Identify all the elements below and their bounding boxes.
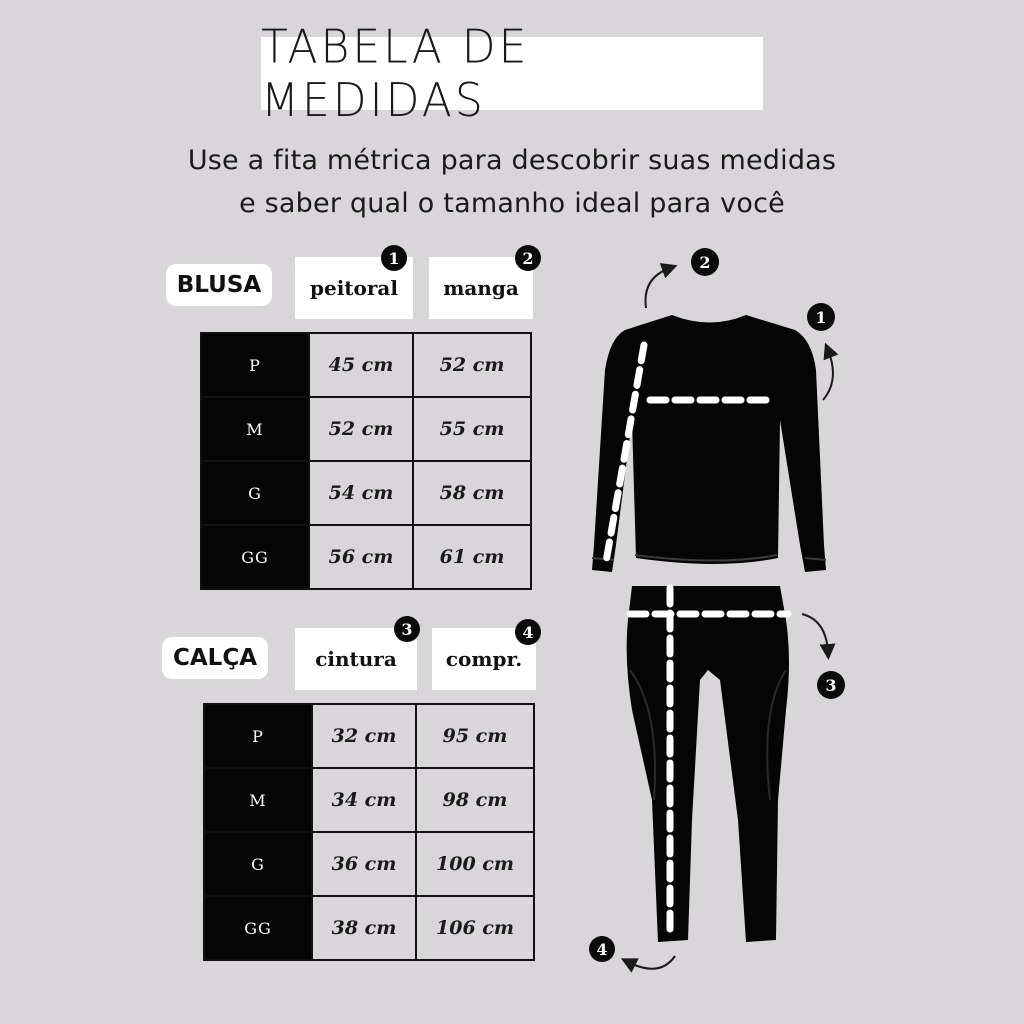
comprimento-cell: 106 cm [416,896,534,960]
garment-illustration [580,240,870,980]
size-cell: GG [201,525,309,589]
peitoral-cell: 54 cm [309,461,413,525]
cintura-cell: 36 cm [312,832,416,896]
number-badge-2: 2 [515,245,541,271]
table-row [201,525,531,589]
size-cell: G [204,832,312,896]
size-cell: P [201,333,309,397]
calca-label: CALÇA [162,637,268,679]
size-cell: G [201,461,309,525]
column-header-label: manga [443,276,519,300]
svg-text:4: 4 [596,940,608,959]
manga-cell: 52 cm [413,333,531,397]
length-arrow-icon [628,956,675,969]
page-title: TABELA DE MEDIDAS [261,19,530,128]
waist-arrow-icon [802,614,828,652]
chest-arrow-icon [823,350,833,400]
title-box [261,19,763,128]
subtitle-line-2: e saber qual o tamanho ideal para você [239,188,785,219]
comprimento-cell: 100 cm [416,832,534,896]
illustration-badge-4 [589,936,615,962]
illustration-badge-2 [691,248,719,276]
cintura-cell: 38 cm [312,896,416,960]
illustration-badge-1 [807,303,835,331]
sleeve-arrow-icon [646,268,671,308]
size-cell: M [204,768,312,832]
peitoral-cell: 52 cm [309,397,413,461]
manga-cell: 55 cm [413,397,531,461]
column-header-label: cintura [315,647,397,671]
size-cell: GG [204,896,312,960]
number-badge-3: 3 [394,616,420,642]
table-row [204,832,534,896]
illustration-badge-3 [817,671,845,699]
comprimento-cell: 98 cm [416,768,534,832]
subtitle-line-1: Use a fita métrica para descobrir suas medidas [187,145,837,176]
comprimento-cell: 95 cm [416,704,534,768]
svg-text:2: 2 [699,253,711,272]
peitoral-cell: 56 cm [309,525,413,589]
manga-cell: 61 cm [413,525,531,589]
column-header-label: compr. [445,647,523,671]
table-row [204,704,534,768]
table-row [204,768,534,832]
table-row [201,397,531,461]
cintura-cell: 32 cm [312,704,416,768]
blusa-size-table [200,332,532,590]
shirt-icon [592,268,833,572]
size-cell: M [201,397,309,461]
table-row [201,461,531,525]
blusa-label: BLUSA [166,264,272,306]
manga-cell: 58 cm [413,461,531,525]
table-row [204,896,534,960]
svg-text:1: 1 [815,308,827,327]
svg-text:3: 3 [825,676,837,695]
cintura-cell: 34 cm [312,768,416,832]
column-header-label: peitoral [310,276,398,300]
peitoral-cell: 45 cm [309,333,413,397]
pants-icon [627,586,828,969]
size-cell: P [204,704,312,768]
number-badge-4: 4 [515,619,541,645]
calca-size-table [203,703,535,961]
number-badge-1: 1 [381,245,407,271]
table-row [201,333,531,397]
